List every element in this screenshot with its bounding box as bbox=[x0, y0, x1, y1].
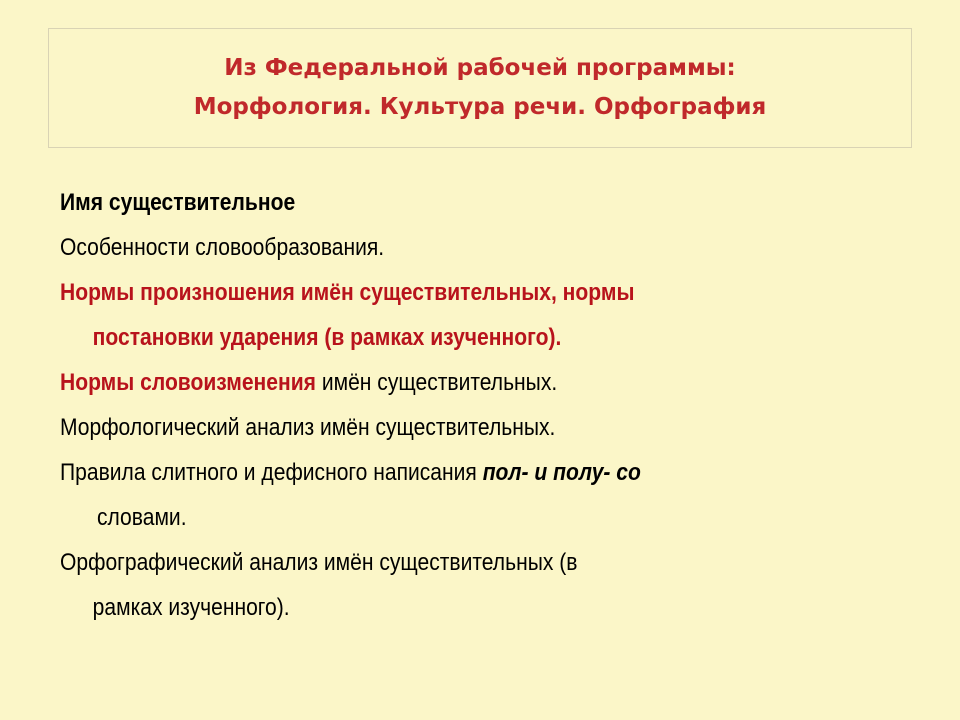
item-morphological-analysis: Морфологический анализ имён существительных. bbox=[60, 414, 556, 441]
item-spelling-rules-line-2: словами. bbox=[96, 504, 187, 531]
title-line-1: Из Федеральной рабочей программы: bbox=[224, 55, 736, 81]
inflection-norms-label: Нормы словоизменения bbox=[60, 369, 316, 396]
inflection-norms-rest: имён существительных. bbox=[315, 369, 558, 396]
content-body bbox=[60, 180, 920, 630]
item-spelling-rules-line-1 bbox=[60, 450, 800, 495]
title-line-2: Морфология. Культура речи. Орфография bbox=[193, 94, 767, 120]
item-orthographic-analysis-line-1: Орфографический анализ имён существительных (в bbox=[60, 549, 578, 576]
item-orthographic-analysis-line-2: рамках изученного). bbox=[92, 594, 290, 621]
item-pronunciation-norms-line-2: постановки ударения (в рамках изученного). bbox=[92, 324, 562, 351]
section-heading: Имя существительное bbox=[60, 189, 296, 216]
spelling-rules-text: Правила слитного и дефисного написания bbox=[60, 459, 483, 486]
spelling-rules-emphasis: пол- и полу- со bbox=[482, 459, 641, 486]
item-inflection-norms bbox=[60, 360, 800, 405]
item-pronunciation-norms-line-1: Нормы произношения имён существительных, нормы bbox=[60, 279, 635, 306]
item-word-formation: Особенности словообразования. bbox=[60, 234, 385, 261]
title-box bbox=[48, 28, 912, 148]
